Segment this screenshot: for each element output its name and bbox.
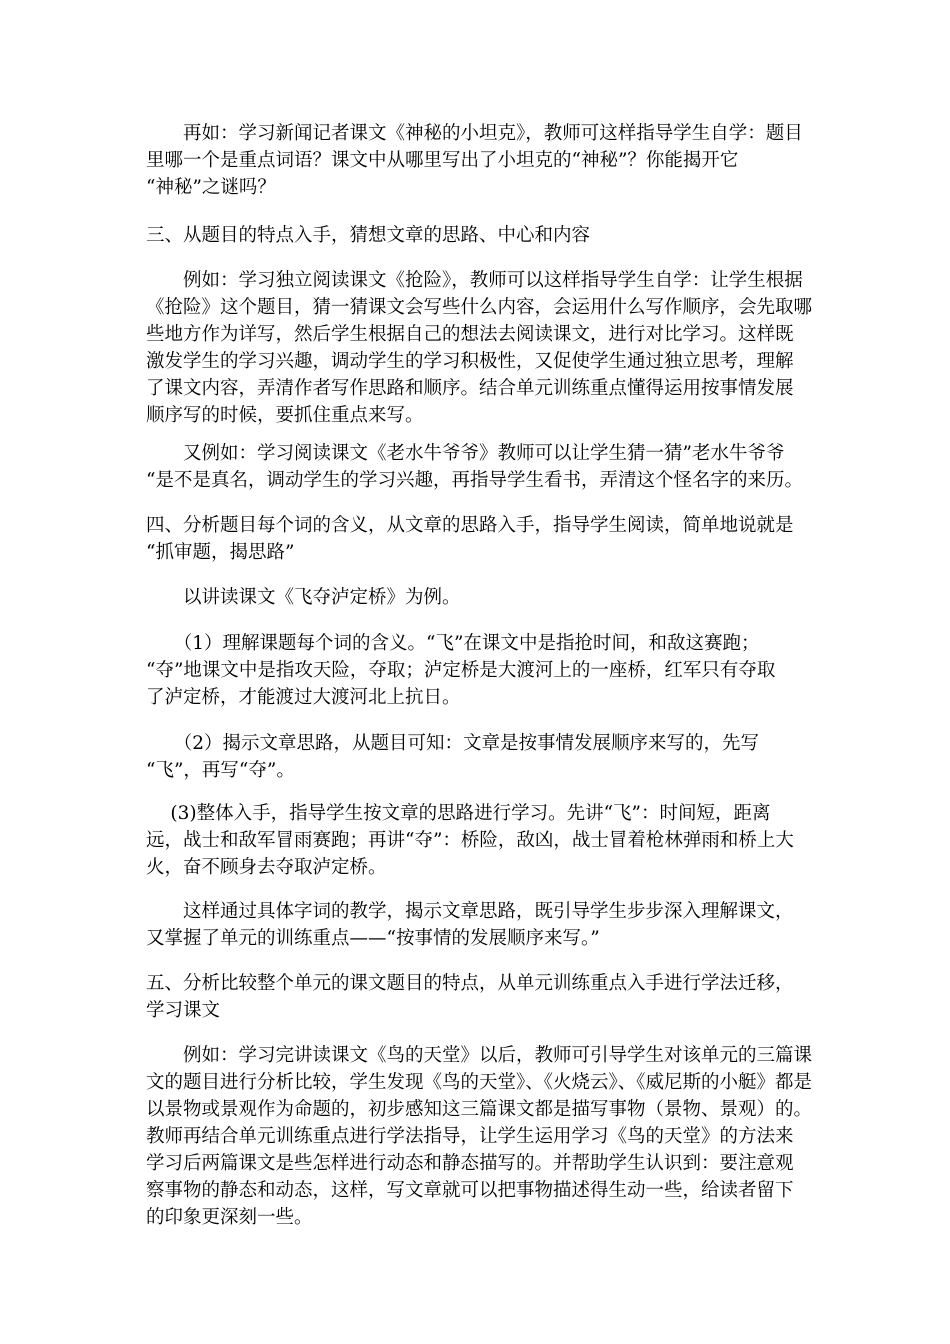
text-line: 激发学生的学习兴趣，调动学生的学习积极性，又促使学生通过独立思考，理解 [146,351,794,372]
text-line: 这样通过具体字词的教学，揭示文章思路，既引导学生步步深入理解课文， [146,901,794,922]
paragraph-example-niao [146,1042,813,1231]
paragraph-feiduo-step-2 [146,730,810,784]
paragraph-example-laoshuiniu [146,440,810,494]
section-heading-5 [146,970,810,1024]
text-line: 里哪一个是重点词语？课文中从哪里写出了小坦克的“神秘”？你能揭开它 [146,150,739,171]
text-line: 了课文内容，弄清作者写作思路和顺序。结合单元训练重点懂得运用按事情发展 [146,378,794,399]
section-heading-4 [146,512,810,566]
text-line: 四、分析题目每个词的含义，从文章的思路入手，指导学生阅读，简单地说就是 [146,515,794,536]
text-line: 以讲读课文《飞夺泸定桥》为例。 [146,587,461,608]
text-line: 文的题目进行分析比较，学生发现《鸟的天堂》、《火烧云》、《威尼斯的小艇》都是 [146,1072,813,1093]
paragraph-example-tank [146,120,810,201]
text-line: 又例如：学习阅读课文《老水牛爷爷》教师可以让学生猜一猜”老水牛爷爷 [146,443,785,464]
section-heading-3 [146,222,810,249]
text-line: 察事物的静态和动态，这样，写文章就可以把事物描述得生动一些，给读者留下 [146,1180,794,1201]
text-line: “神秘”之谜吗？ [146,177,276,198]
paragraph-feiduo-intro [146,584,810,611]
text-line: (3)整体入手，指导学生按文章的思路进行学习。先讲“飞”：时间短，距离 [146,803,771,824]
paragraph-example-qiangxian [146,267,813,429]
text-line: 三、从题目的特点入手，猜想文章的思路、中心和内容 [146,225,591,246]
text-line: 再如：学习新闻记者课文《神秘的小坦克》，教师可这样指导学生自学：题目 [146,123,803,144]
paragraph-feiduo-step-1 [146,630,810,711]
text-line: 以景物或景观作为命题的，初步感知这三篇课文都是描写事物（景物、景观）的。 [146,1099,813,1120]
text-line: 《抢险》这个题目，猜一猜课文会写些什么内容，会运用什么写作顺序，会先取哪 [146,297,813,318]
text-line: 的印象更深刻一些。 [146,1207,313,1228]
text-line: （2）揭示文章思路，从题目可知：文章是按事情发展顺序来写的，先写 [146,733,760,754]
paragraph-summary [146,898,810,952]
text-line: 远，战士和敌军冒雨赛跑；再讲“夺”：桥险，敌凶，战士冒着枪林弹雨和桥上大 [146,830,794,851]
text-line: 又掌握了单元的训练重点——“按事情的发展顺序来写。” [146,928,600,949]
text-line: “是不是真名，调动学生的学习兴趣，再指导学生看书，弄清这个怪名字的来历。 [146,470,803,491]
text-line: “飞”，再写“夺”。 [146,760,295,781]
text-line: 五、分析比较整个单元的课文题目的特点，从单元训练重点入手进行学法迁移， [146,973,794,994]
text-line: 例如：学习独立阅读课文《抢险》，教师可以这样指导学生自学：让学生根据 [146,270,803,291]
text-line: 顺序写的时候，要抓住重点来写。 [146,405,424,426]
text-line: （1）理解课题每个词的含义。“飞”在课文中是指抢时间，和敌这赛跑； [146,633,760,654]
text-line: 火，奋不顾身去夺取泸定桥。 [146,857,387,878]
paragraph-feiduo-step-3 [146,800,810,881]
text-line: 教师再结合单元训练重点进行学法指导，让学生运用学习《鸟的天堂》的方法来 [146,1126,794,1147]
text-line: 例如：学习完讲读课文《鸟的天堂》以后，教师可引导学生对该单元的三篇课 [146,1045,813,1066]
text-line: 了泸定桥，才能渡过大渡河北上抗日。 [146,687,461,708]
text-line: “抓审题，揭思路” [146,542,295,563]
text-line: 学习课文 [146,1000,221,1021]
text-line: “夺”地课文中是指攻天险，夺取；泸定桥是大渡河上的一座桥，红军只有夺取 [146,660,776,681]
text-line: 些地方作为详写，然后学生根据自己的想法去阅读课文，进行对比学习。这样既 [146,324,794,345]
text-line: 学习后两篇课文是些怎样进行动态和静态描写的。并帮助学生认识到：要注意观 [146,1153,794,1174]
